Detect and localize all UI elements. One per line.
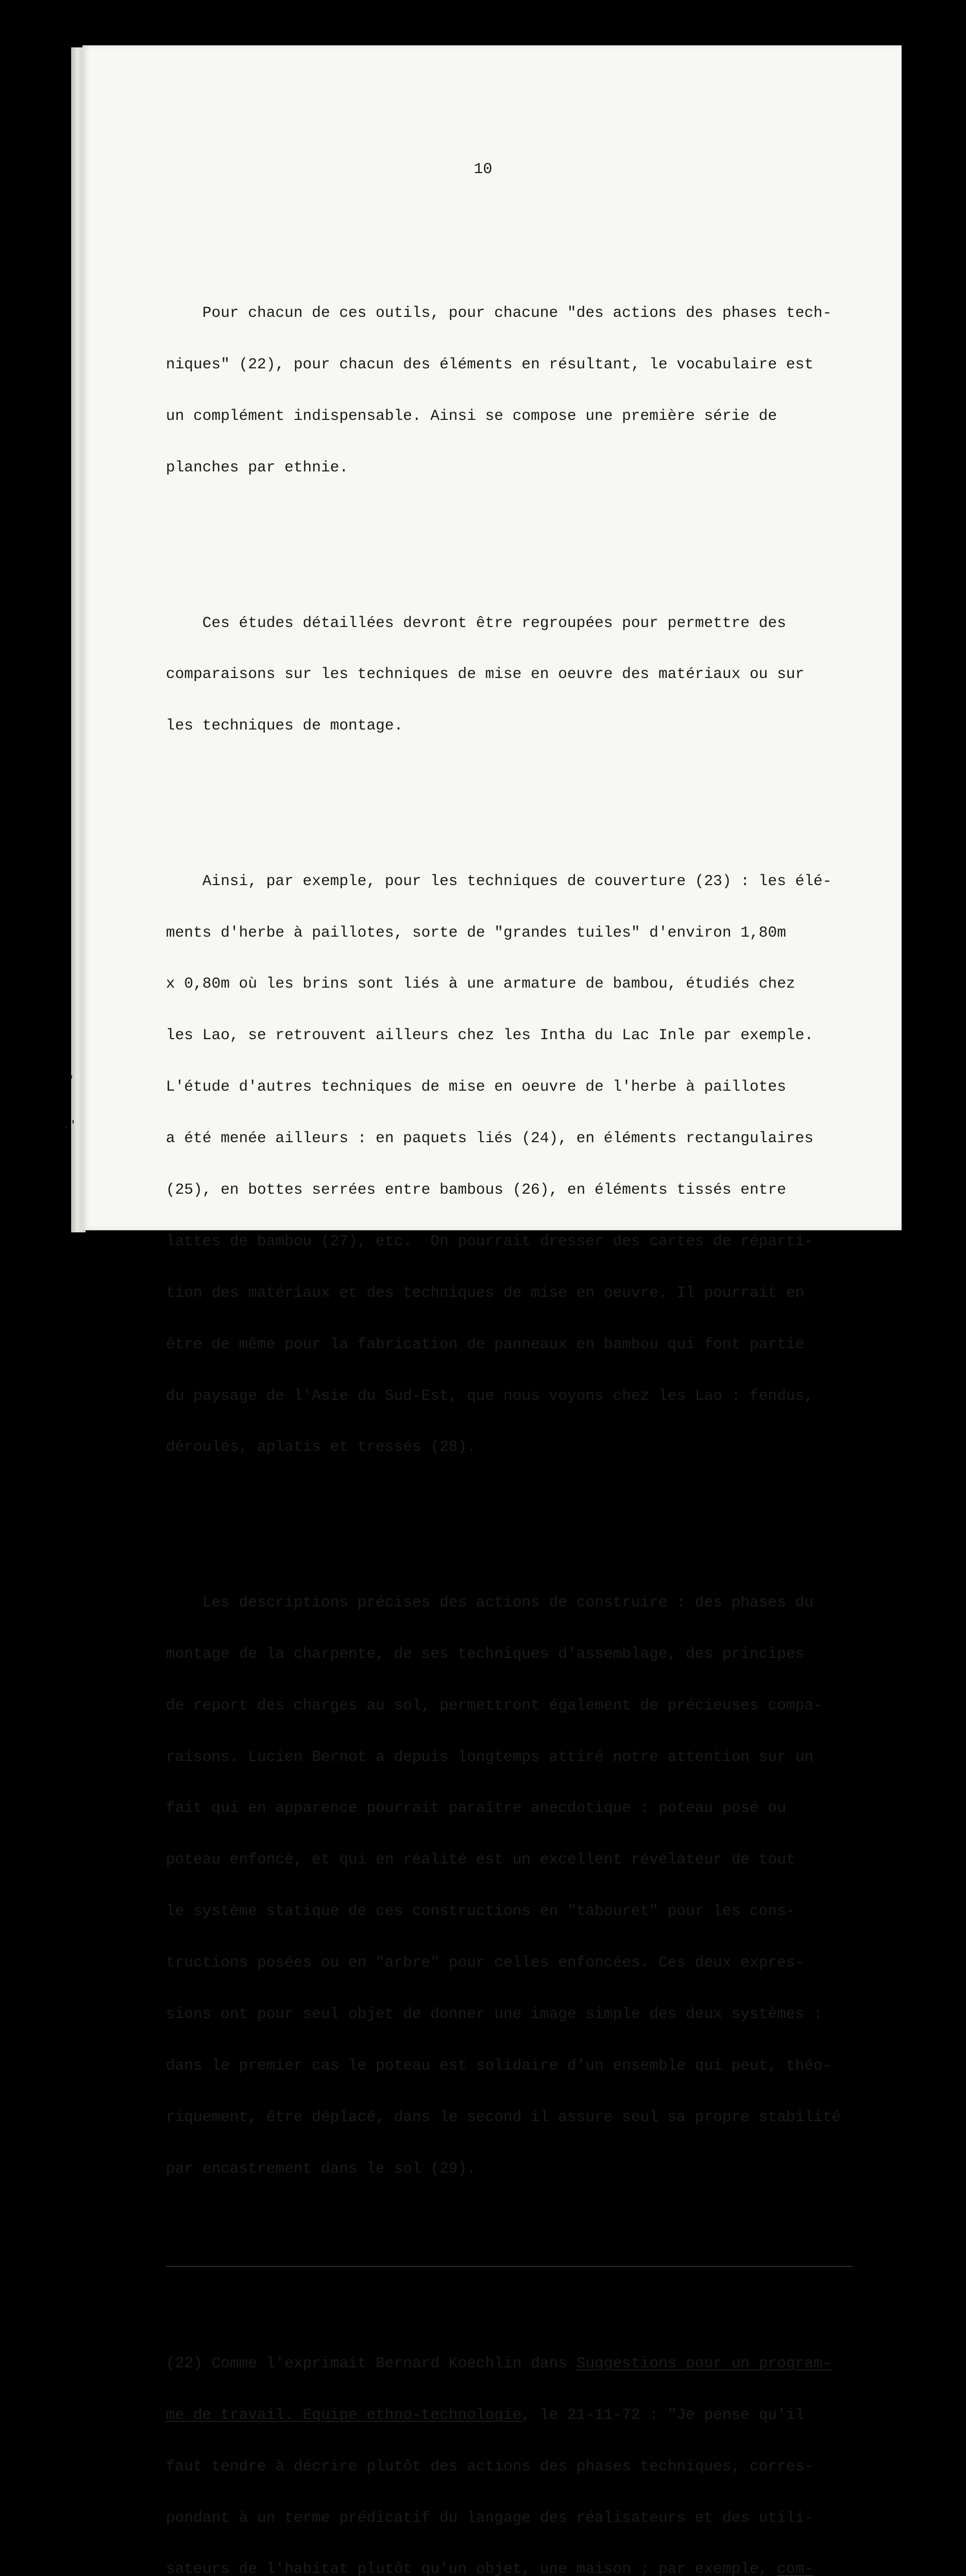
text-line: a été menée ailleurs : en paquets liés (24), en éléments rectangulaires [166, 1129, 814, 1147]
text-line: de report des charges au sol, permettront également de précieuses compa- [166, 1696, 823, 1714]
paragraph [166, 270, 856, 511]
text-line: Ces études détaillées devront être regroupées pour permettre des [166, 614, 786, 632]
footnote-divider [166, 2266, 853, 2267]
text-line: les techniques de montage. [166, 717, 403, 735]
footnote-22 [166, 2355, 856, 2372]
footnote-text: sateurs de l'habitat plutôt qu'un objet, une maison ; par exemple, [166, 2560, 777, 2576]
page-number: 10 [473, 161, 493, 178]
text-line: dans le premier cas le poteau est solidaire d'un ensemble qui peut, théo- [166, 2056, 832, 2074]
text-line: par encastrement dans le sol (29). [166, 2159, 476, 2177]
text-line: (25), en bottes serrées entre bambous (26), en éléments tissés entre [166, 1181, 786, 1199]
text-line: comparaisons sur les techniques de mise en oeuvre des matériaux ou sur [166, 665, 805, 683]
text-line: riquement, être déplacé, dans le second il assure seul sa propre stabilité [166, 2108, 841, 2126]
footnote-22-cont: pondant à un terme prédicatif du langage des réalisateurs et des utili- [166, 2509, 814, 2527]
text-line: montage de la charpente, de ses techniques d'assemblage, des principes [166, 1645, 805, 1663]
margin-tick-mark: ' [68, 1074, 75, 1087]
text-line: un complément indispensable. Ainsi se compose une première série de [166, 407, 777, 425]
margin-tick-mark: .' [63, 1119, 77, 1132]
text-line: planches par ethnie. [166, 459, 349, 477]
text-line: Les descriptions précises des actions de construire : des phases du [166, 1593, 814, 1611]
footnote-title: Suggestions pour un program- [576, 2354, 832, 2372]
text-line: du paysage de l'Asie du Sud-Est, que nous voyons chez les Lao : fendus, [166, 1386, 814, 1404]
text-line: tion des matériaux et des techniques de mise en oeuvre. Il pourrait en [166, 1283, 805, 1301]
text-line: tructions posées ou en "arbre" pour celles enfoncées. Ces deux expres- [166, 1954, 805, 1972]
footnote-22-cont [166, 2561, 856, 2576]
text-line: lattes de bambou (27), etc. On pourrait dresser des cartes de réparti- [166, 1232, 814, 1250]
footnote-text: (22) Comme l'exprimait Bernard Koechlin dans [166, 2354, 577, 2372]
text-line: être de même pour la fabrication de panneaux en bambou qui font partie [166, 1335, 805, 1353]
footnote-22-cont [166, 2406, 856, 2424]
text-line: le système statique de ces constructions en "tabouret" pour les cons- [166, 1902, 795, 1920]
text-line: fait qui en apparence pourrait paraître anecdotique : poteau posé ou [166, 1799, 786, 1817]
text-line: poteau enfoncé, et qui en réalité est un excellent révélateur de tout [166, 1851, 795, 1869]
paragraph [166, 580, 856, 769]
footnote-emphasis: com- [777, 2560, 814, 2576]
text-line: raisons. Lucien Bernot a depuis longtemps attiré notre attention sur un [166, 1748, 814, 1766]
text-line: niques" (22), pour chacun des éléments en résultant, le vocabulaire est [166, 355, 814, 374]
text-line: sions ont pour seul objet de donner une image simple des deux systèmes : [166, 2005, 823, 2023]
paragraph [166, 838, 856, 1490]
footnotes [166, 2320, 856, 2576]
paragraph [166, 1560, 856, 2211]
text-line: Pour chacun de ces outils, pour chacune "des actions des phases tech- [166, 304, 832, 322]
footnote-22-cont: faut tendre à décrire plutôt des actions des phases techniques, corres- [166, 2457, 814, 2475]
footnote-text: , le 21-11-72 : "Je pense qu'il [521, 2405, 805, 2424]
text-line: x 0,80m où les brins sont liés à une armature de bambou, étudiés chez [166, 975, 795, 993]
text-line: les Lao, se retrouvent ailleurs chez les Intha du Lac Inle par exemple. [166, 1026, 814, 1044]
text-line: L'étude d'autres techniques de mise en oeuvre de l'herbe à paillotes [166, 1078, 786, 1096]
text-line: ments d'herbe à paillotes, sorte de "grandes tuiles" d'environ 1,80m [166, 923, 786, 941]
text-line: déroulés, aplatis et tressés (28). [166, 1438, 476, 1456]
footnote-title: me de travail. Equipe ethno-technologie [166, 2405, 522, 2424]
text-line: Ainsi, par exemple, pour les techniques de couverture (23) : les élé- [166, 872, 832, 890]
body-text [166, 219, 856, 2576]
